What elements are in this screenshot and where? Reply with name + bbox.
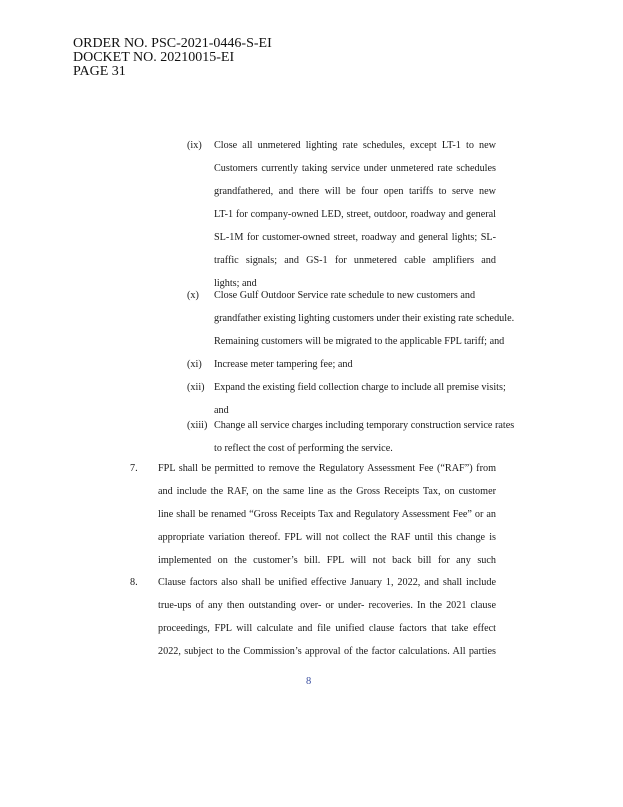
text-line: lights; and xyxy=(214,278,257,289)
paragraph-text xyxy=(158,571,496,663)
order-number: ORDER NO. PSC-2021-0446-S-EI xyxy=(73,36,272,51)
text-line: line shall be renamed “Gross Receipts Tax and Regulatory Assessment Fee” or an xyxy=(158,509,496,520)
paragraph-text xyxy=(158,457,496,572)
sub-item-text xyxy=(214,414,515,460)
text-line: Close all unmetered lighting rate schedules, except LT-1 to new xyxy=(214,140,496,151)
sub-item-number: (xi) xyxy=(187,359,202,370)
paragraph-number: 8. xyxy=(130,577,138,588)
text-line: appropriate variation thereof. FPL will not collect the RAF until this change is xyxy=(158,532,496,543)
text-line: Change all service charges including temporary construction service rates xyxy=(214,420,515,431)
text-line: and include the RAF, on the same line as the Gross Receipts Tax, on customer xyxy=(158,486,496,497)
text-line: LT-1 for company-owned LED, street, outdoor, roadway and general xyxy=(214,209,496,220)
sub-item-text xyxy=(214,134,496,295)
text-line: Remaining customers will be migrated to the applicable FPL tariff; and xyxy=(214,336,505,347)
page-label: PAGE 31 xyxy=(73,64,126,79)
paragraph-number: 7. xyxy=(130,463,138,474)
text-line: true-ups of any then outstanding over- or under- recoveries. In the 2021 clause xyxy=(158,600,496,611)
sub-item-text xyxy=(214,284,515,353)
text-line: and xyxy=(214,405,229,416)
text-line: grandfathered, and there will be four open tariffs to serve new xyxy=(214,186,496,197)
sub-item-number: (xiii) xyxy=(187,420,208,431)
text-line: Expand the existing field collection charge to include all premise visits; xyxy=(214,382,506,393)
page-number: 8 xyxy=(306,676,312,687)
text-line: Clause factors also shall be unified effective January 1, 2022, and shall include xyxy=(158,577,496,588)
text-line: proceedings, FPL will calculate and file unified clause factors that take effect xyxy=(158,623,496,634)
sub-item-text xyxy=(214,353,496,376)
document-header xyxy=(73,37,272,79)
text-line: to reflect the cost of performing the service. xyxy=(214,443,393,454)
sub-item-number: (x) xyxy=(187,290,199,301)
text-line: FPL shall be permitted to remove the Regulatory Assessment Fee (“RAF”) from xyxy=(158,463,496,474)
text-line: Close Gulf Outdoor Service rate schedule to new customers and xyxy=(214,290,476,301)
text-line: Increase meter tampering fee; and xyxy=(214,359,353,370)
text-line: grandfather existing lighting customers under their existing rate schedule. xyxy=(214,313,515,324)
text-line: Customers currently taking service under unmetered rate schedules xyxy=(214,163,496,174)
text-line: SL-1M for customer-owned street, roadway and general lights; SL- xyxy=(214,232,496,243)
docket-number: DOCKET NO. 20210015-EI xyxy=(73,50,235,65)
sub-item-number: (xii) xyxy=(187,382,205,393)
text-line: traffic signals; and GS-1 for unmetered cable amplifiers and xyxy=(214,255,496,266)
text-line: 2022, subject to the Commission’s approval of the factor calculations. All parties xyxy=(158,646,496,657)
text-line: implemented on the customer’s bill. FPL will not back bill for any such xyxy=(158,555,496,566)
sub-item-number: (ix) xyxy=(187,140,202,151)
